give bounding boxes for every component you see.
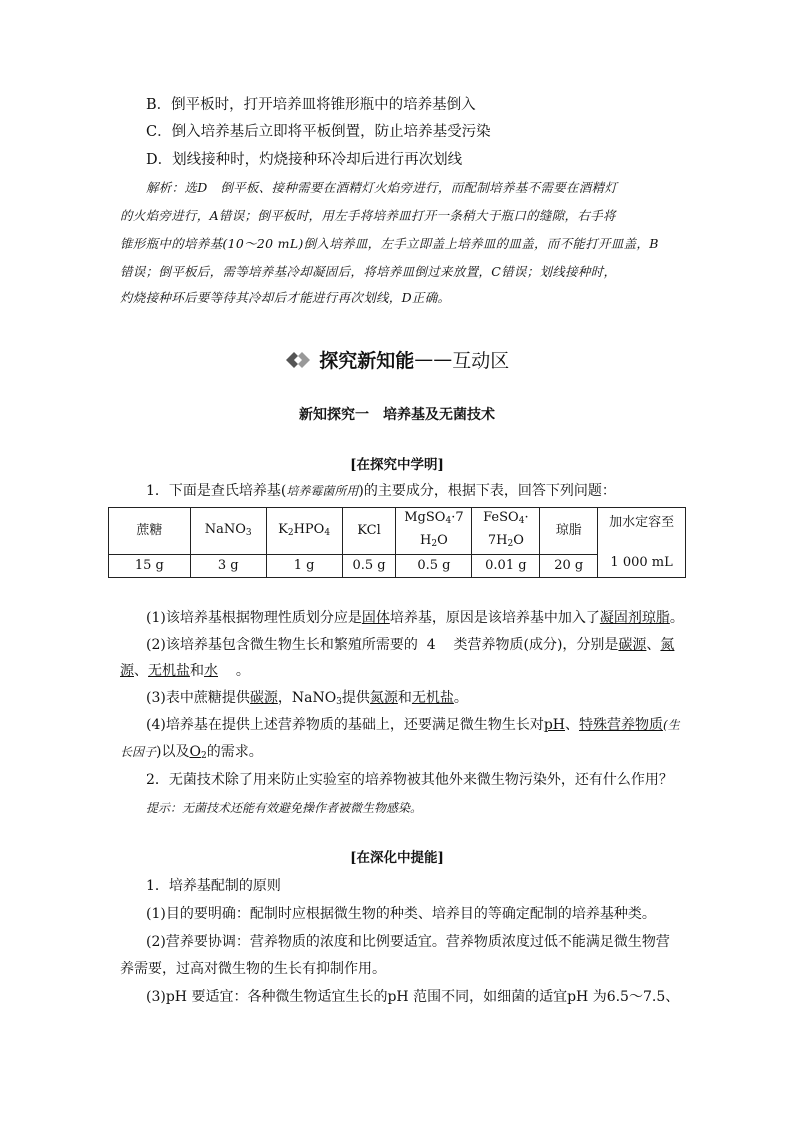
answer-4-line-1: (4)培养基在提供上述营养物质的基础上，还要满足微生物生长对pH、特殊营养物质(生 [146, 717, 680, 733]
answer-1: (1)该培养基根据物理性质划分应是固体培养基，原因是该培养基中加入了凝固剂琼脂。 [146, 610, 684, 626]
answer-2-number: 4 [426, 637, 436, 653]
principle-2-line-2: 养需要，过高对微生物的生长有抑制作用。 [120, 961, 386, 977]
option-d: D．划线接种时，灼烧接种环冷却后进行再次划线 [146, 152, 463, 168]
answer-3-inorganic: 无机盐 [411, 690, 454, 706]
principle-3: (3)pH 要适宜：各种微生物适宜生长的pH 范围不同，如细菌的适宜pH 为6.5～7.5、 [146, 989, 680, 1005]
table-header-row [109, 508, 686, 555]
answer-2-water: 水 [204, 663, 218, 679]
analysis-line-2: 的火焰旁进行，A错误；倒平板时，用左手将培养皿打开一条稍大于瓶口的缝隙，右手将 [120, 208, 616, 223]
answer-2-inorganic: 无机盐 [148, 663, 190, 679]
answer-1-blank-1: 固体 [361, 610, 390, 626]
td-kcl: 0.5 g [342, 555, 396, 578]
learn-tag: [在探究中学明] [350, 457, 444, 473]
answer-2-nitrogen-b: 源 [120, 663, 134, 679]
answer-4-oxygen: $O_2$ [189, 744, 207, 761]
section-subtitle: 互动区 [452, 350, 510, 372]
th-volume: 加水定容至 1 000 mL [598, 508, 686, 578]
td-agar: 20 g [540, 555, 598, 578]
answer-2-line-1: (2)该培养基包含微生物生长和繁殖所需要的 4 类营养物质(成分)，分别是碳源、氮 [146, 637, 675, 653]
option-b: B．倒平板时，打开培养皿将锥形瓶中的培养基倒入 [146, 97, 476, 113]
answer-3: (3)表中蔗糖提供碳源，NaNO$_3$提供氮源和无机盐。 [146, 690, 468, 707]
answer-3-nitrogen: 氮源 [369, 690, 398, 706]
answer-4-ph: pH [543, 717, 566, 733]
question-2: 2．无菌技术除了用来防止实验室的培养物被其他外来微生物污染外，还有什么作用？ [146, 772, 673, 788]
principles-title: 1．培养基配制的原则 [146, 878, 281, 894]
answer-2-carbon: 碳源 [618, 637, 647, 653]
hint-text: 提示：无菌技术还能有效避免操作者被微生物感染。 [146, 801, 423, 815]
analysis-line-1: 解析：选D 倒平板、接种需要在酒精灯火焰旁进行，而配制培养基不需要在酒精灯 [146, 180, 618, 195]
principle-2-line-1: (2)营养要协调：营养物质的浓度和比例要适宜。营养物质浓度过低不能满足微生物营 [146, 934, 670, 950]
td-sucrose: 15 g [109, 555, 191, 578]
q1-suffix: )的主要成分，根据下表，回答下列问题： [358, 483, 616, 499]
answer-3-carbon: 碳源 [249, 690, 278, 706]
section-title: 探究新知能 [319, 350, 415, 372]
td-nano3: 3 g [190, 555, 266, 578]
principle-1: (1)目的要明确：配制时应根据微生物的种类、培养目的等确定配制的培养基种类。 [146, 906, 656, 922]
section-dash: —— [414, 348, 453, 371]
th-k2hpo4: $K_2HPO_4$ [266, 508, 342, 555]
th-sucrose: 蔗糖 [109, 508, 191, 555]
td-mgso4: 0.5 g [396, 555, 472, 578]
td-k2hpo4: 1 g [266, 555, 342, 578]
section-header [0, 346, 794, 373]
answer-1-blank-2: 凝固剂琼脂 [599, 610, 670, 626]
td-feso4: 0.01 g [472, 555, 540, 578]
deepen-tag: [在深化中提能] [350, 850, 444, 866]
th-mgso4: MgSO$_4$·7 $H_2O$ [396, 508, 472, 555]
analysis-line-3: 锥形瓶中的培养基(10～20 mL)倒入培养皿，左手立即盖上培养皿的皿盖，而不能打开皿盖，B [120, 236, 659, 251]
option-c: C．倒入培养基后立即将平板倒置，防止培养基受污染 [146, 124, 491, 140]
q1-note: 培养霉菌所用 [286, 484, 359, 498]
th-kcl: KCl [342, 508, 396, 555]
answer-4-line-2: 长因子)以及$O_2$的需求。 [120, 744, 263, 761]
answer-2-line-2: 源、无机盐和水 。 [120, 663, 250, 679]
answer-2-nitrogen-a: 氮 [660, 637, 675, 653]
analysis-line-5: 灼烧接种环后要等待其冷却后才能进行再次划线，D正确。 [120, 290, 451, 305]
th-agar: 琼脂 [540, 508, 598, 555]
th-nano3: NaNO$_3$ [190, 508, 266, 555]
medium-composition-table [108, 507, 686, 578]
topic-heading: 新知探究一 培养基及无菌技术 [299, 407, 495, 423]
section-logo-icon [285, 351, 311, 369]
answer-4-special: 特殊营养物质 [579, 717, 664, 733]
th-feso4: FeSO$_4$· $7H_2O$ [472, 508, 540, 555]
analysis-line-4: 错误；倒平板后，需等培养基冷却凝固后，将培养皿倒过来放置，C错误；划线接种时， [120, 264, 617, 279]
q1-prefix: 1．下面是查氏培养基( [146, 483, 287, 499]
question-1 [146, 481, 616, 501]
